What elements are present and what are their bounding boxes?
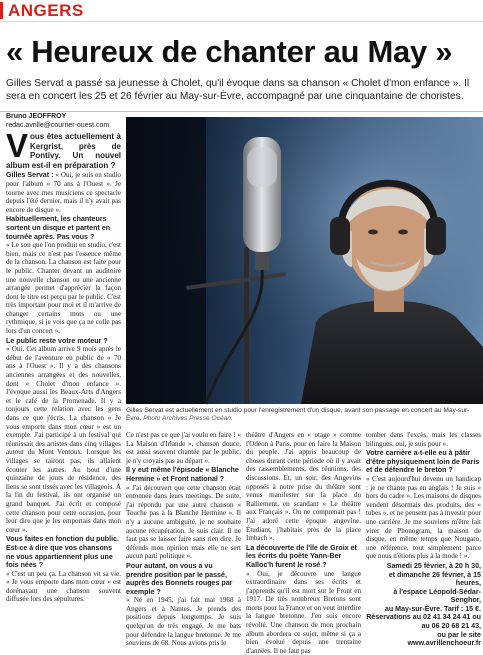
article-standfirst: Gilles Servat a passé sa jeunesse à Cholet, qu'il évoque dans sa chanson « Cholet d'mon enfance ». Il sera en concert les 25 et 26 février au May-sur-Èvre, accompagné par une cinquantaine de choristes. xyxy=(6,77,482,103)
article-column-2 xyxy=(126,431,241,568)
question: Pour autant, on vous a vu prendre position par le passé, auprès des Bonnets rouges par exemple ? xyxy=(126,562,241,596)
event-line: Samedi 25 février, à 20 h 30, xyxy=(366,562,481,571)
speaker-label: Gilles Servat : xyxy=(6,171,54,179)
answer-paragraph: « Le son que l'on produit en studio, c'est bien, mais ce n'est pas l'essence même de la chanson. La chanson est faite pour le public. Chanter devant un auditoire une nouvelle chanson ou une ancienne arrangée permet d'apprécier la façon dont le titre est perçu par le public. C'est très important pour moi et il m'arrive de changer certains mots ou une rythmique, si je vois que ça ne colle pas lors d'un concert ». xyxy=(6,241,121,336)
answer-text: « Oui, je suis en studio pour l'album « 70 ans à l'Ouest ». Je tourne avec mes musiciens ce spectacle depuis l'été dernier, mais il n'y avait pas encore de disque ». xyxy=(6,171,121,213)
divider xyxy=(0,111,483,112)
answer-paragraph: « J'ai découvert que cette chanson était entonnée dans leurs meetings. De suite, j'ai répondu par une autre chanson « Touche pas à la Blanche Hermine ». Il n'y a aucune ambiguïté, je ne souhaite aucune récupération. Je suis clair. Il ne faut pas se laisser faire sans rien dire. Je défends mon opinion mais elle ne sert aucun parti politique ». xyxy=(126,484,241,561)
article-headline: « Heureux de chanter au May » xyxy=(6,35,482,69)
question: Il y eut même l'épisode « Blanche Hermine » et Front national ? xyxy=(126,466,241,483)
byline-email: redac.avrille@courrier-ouest.com xyxy=(6,122,109,129)
event-info xyxy=(366,562,481,648)
lead-question: ous êtes actuellement à Kergrist, près de Pontivy. Un nouvel album est-il en préparation ? xyxy=(6,132,121,170)
answer-paragraph: Ce n'est pas ce que j'ai voulu en faire ! « La Maison d'Irlande », chanson douce, est aussi souvent chantée par le public, je n'y croyais pas au départ ». xyxy=(126,431,241,465)
answer-paragraph: « Né en 1945, j'ai fait mai 1968 à Angers et à Nantes. Je prends des positions depuis longtemps. Je suis quelqu'un de très engagé. Je me bats pour défendre la langue bretonne. Je me souviens de 68. Nous avions pris le xyxy=(126,596,241,648)
article-column-4 xyxy=(366,431,481,568)
caption-text: Gilles Servat est actuellement en studio pour l'enregistrement d'un disque, avant son passage en concert au May-sur-Èvre. xyxy=(126,407,469,422)
lead-paragraph xyxy=(6,132,121,170)
event-line: au May-sur-Èvre. Tarif : 15 €. xyxy=(366,605,481,614)
section-title: ANGERS xyxy=(8,1,84,21)
question: Le public reste votre moteur ? xyxy=(6,337,121,346)
article-column-1 xyxy=(6,132,121,568)
drop-cap: V xyxy=(6,132,28,160)
question: Votre carrière a-t-elle eu à pâtir d'être physiquement loin de Paris et de défendre le breton ? xyxy=(366,449,481,475)
photo-illustration xyxy=(126,117,483,404)
byline-author: Bruno JEOFFROY xyxy=(6,113,109,122)
answer-paragraph xyxy=(6,171,121,214)
event-line: Réservations au 02 41 34 24 41 ou xyxy=(366,613,481,622)
answer-paragraph: tomber dans l'excès, mais les classes bilingues, oui, je suis pour ». xyxy=(366,431,481,448)
answer-paragraph: « C'est aujourd'hui devenu un handicap : je ne chante pas en anglais ! Je suis « hors du cadre ». Les maisons de disques vendent désormais des produits, des « tubes », et ne pensent pas à investir pour une carrière. Je me souviens m'être fait virer de Phonogram, la maison de disque, en même temps que Nougaro, une référence, tout simplement parce que nous n'étions plus à la mode ! ». xyxy=(366,475,481,561)
article-column-3 xyxy=(246,431,361,568)
answer-paragraph: théâtre d'Angers en « otage » comme l'Odéon à Paris, pour en faire la Maison du peuple. J'ai appris beaucoup de choses durant cette période où il y avait des rassemblements, des réunions, des discussions. Et, un soir, des Angevins opposés à notre prise du théâtre sont venus manifester sur la place du Ralliement, en scandant « Le théâtre aux Français ». On ne comprenait pas ! J'ai adoré cette époque angevine. Étudiant, j'habitais près de la place Imbach ». xyxy=(246,431,361,543)
event-line: à l'espace Léopold-Sédar-Senghor, xyxy=(366,588,481,605)
question: Habituellement, les chanteurs sortent un disque et partent en tournée après. Pas vous ? xyxy=(6,215,121,241)
photo-caption xyxy=(126,407,483,423)
question: Vous faites en fonction du public. Est-ce à dire que vos chansons ne vous appartiennent plus une fois nées ? xyxy=(6,535,121,569)
answer-paragraph: « C'est un peu ça. La chanson vit sa vie. « Je vous emporte dans mon cœur » est dorénavant une chanson souvent diffusée lors des sépultures. xyxy=(6,570,121,604)
section-accent-bar xyxy=(0,2,3,19)
answer-paragraph: « Oui, je découvre une langue extraordinaire dans ses écrits et j'apprends qu'il est mort sur le Front en 1917. De très nombreux Bretons sont morts pour la France et on veut interdire la langue bretonne. J'en suis encore révolté. Une chanson de mon prochain album abordera ce sujet, même si ça a bien évolué depuis une trentaine d'années. Il ne faut pas xyxy=(246,570,361,655)
event-website-link[interactable]: ou par le site www.avrillenchoeur.fr xyxy=(366,631,481,648)
event-line: et dimanche 26 février, à 15 heures, xyxy=(366,571,481,588)
answer-paragraph: « Oui. Cet album arrive 9 mois après le début de l'aventure en public de « 70 ans à l'Ouest ». Il y a des chansons anciennes arrangées et des nouvelles, dont « Cholet d'mon enfance ». J'évoque aussi les Beaux-Arts d'Angers et le café de la Promenade. Il y a toujours cette relation avec les gens dans ce que j'écris. La chanson « Je vous emporte dans mon cœur » est un exemple. J'ai participé à un festival qui réunissait des artistes dans cinq villages autour du Mont Ventoux. Lorsque les villages se tairont pas, ils allaient écouter les autres. Au bout d'une quinzaine de jours de résidence, des liens se sont tissés avec les villageois. À la fin du festival, ils ont organisé un grand banquet. J'ai écrit et composé cette chanson pour cette occasion, pour leur dire que je les emportais dans mon cœur ». xyxy=(6,345,121,534)
article-photo xyxy=(126,117,483,404)
event-line: au 06 20 68 21 43, xyxy=(366,622,481,631)
question: La découverte de l'île de Groix et les écrits du poète Yann-Ber Kalloc'h furent le rosé ? xyxy=(246,544,361,570)
section-header xyxy=(0,0,483,22)
photo-credit: Photo Archives Presse Océan. xyxy=(143,415,233,422)
